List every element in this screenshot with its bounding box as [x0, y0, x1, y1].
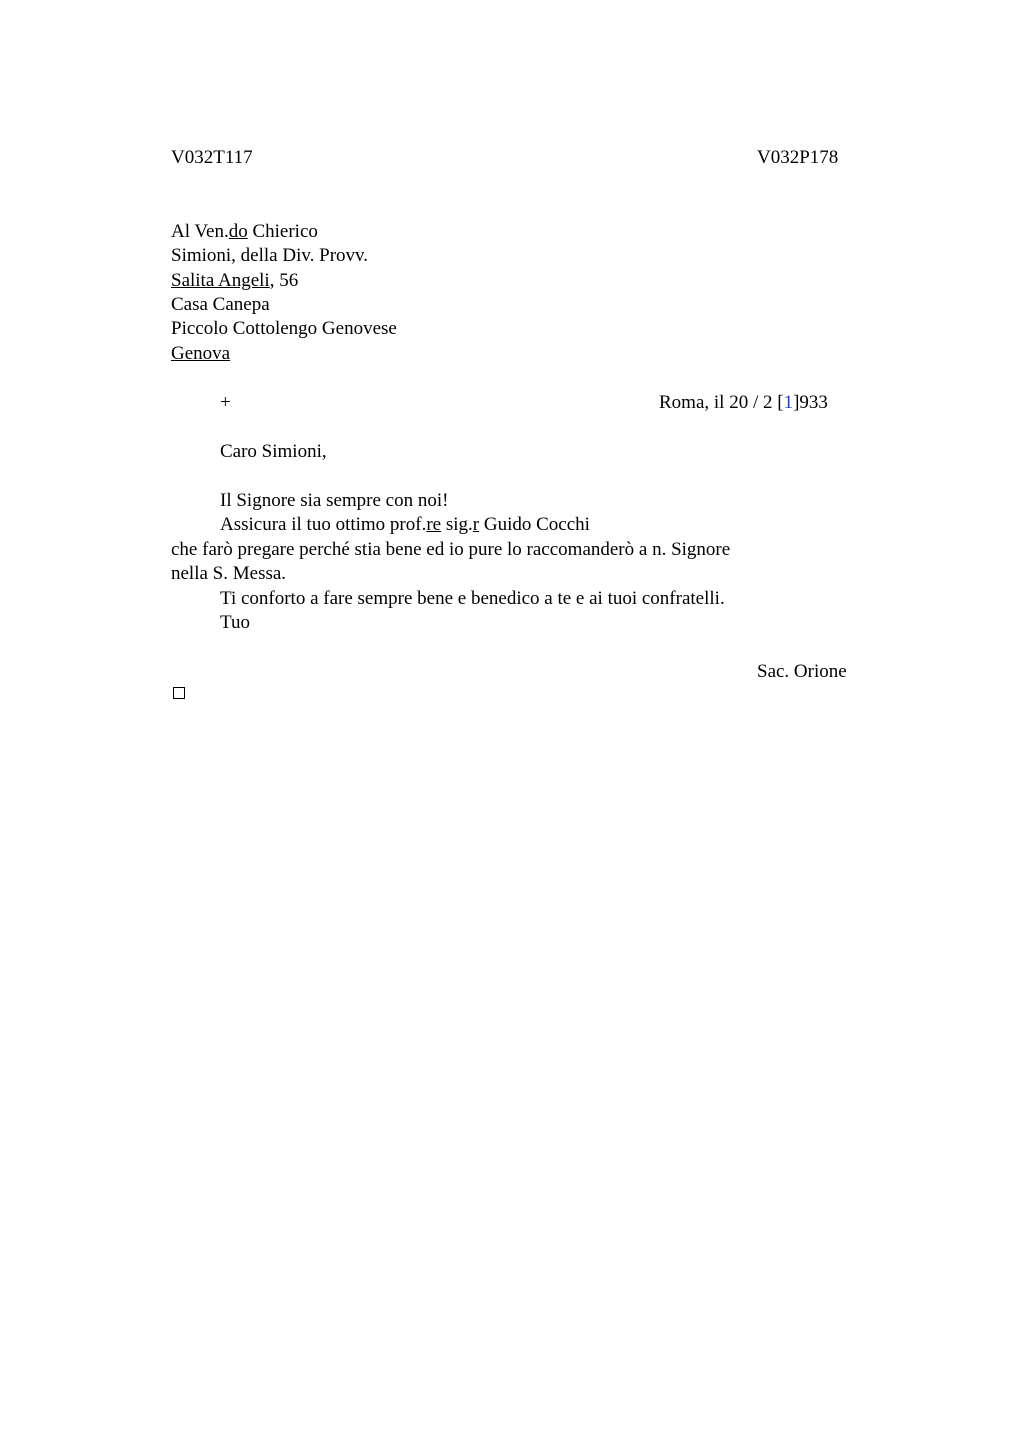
- body-line-2-b: re: [426, 514, 442, 535]
- end-of-document-box-icon: [173, 687, 185, 699]
- body-line-4: nella S. Messa.: [171, 563, 287, 584]
- address-city: [171, 342, 230, 366]
- address-city-text: Genova: [171, 343, 231, 364]
- document-code-right: V032P178: [757, 147, 839, 168]
- address-line-1-suffix: Chierico: [247, 221, 318, 242]
- dateline: [659, 391, 828, 415]
- address-line-4: Casa Canepa: [171, 294, 270, 315]
- salutation: Caro Simioni,: [220, 441, 327, 462]
- body-line-2-d: r: [472, 514, 480, 535]
- body-line-2: [220, 513, 590, 537]
- dateline-suffix: ]933: [793, 392, 828, 413]
- cross-symbol: +: [220, 392, 231, 413]
- document-code-left: V032T117: [171, 147, 253, 168]
- address-line-3: [171, 269, 298, 293]
- body-line-2-c: sig.: [441, 514, 473, 535]
- body-line-2-a: Assicura il tuo ottimo prof.: [220, 514, 427, 535]
- address-line-5: Piccolo Cottolengo Genovese: [171, 318, 397, 339]
- address-street: Salita Angeli: [171, 270, 270, 291]
- body-line-6: Tuo: [220, 612, 250, 633]
- dateline-bracket-digit: 1: [783, 392, 794, 413]
- dateline-prefix: Roma, il 20 / 2 [: [659, 392, 784, 413]
- address-line-2: Simioni, della Div. Provv.: [171, 245, 369, 266]
- body-line-2-e: Guido Cocchi: [479, 514, 590, 535]
- body-line-3: che farò pregare perché stia bene ed io pure lo raccomanderò a n. Signore: [171, 539, 731, 560]
- address-street-number: , 56: [269, 270, 299, 291]
- signature: Sac. Orione: [757, 661, 847, 682]
- body-line-1: Il Signore sia sempre con noi!: [220, 490, 449, 511]
- address-line-1-prefix: Al Ven.: [171, 221, 229, 242]
- body-line-5: Ti conforto a fare sempre bene e benedico a te e ai tuoi confratelli.: [220, 588, 725, 609]
- address-line-1: [171, 220, 318, 244]
- address-line-1-underlined: do: [228, 221, 248, 242]
